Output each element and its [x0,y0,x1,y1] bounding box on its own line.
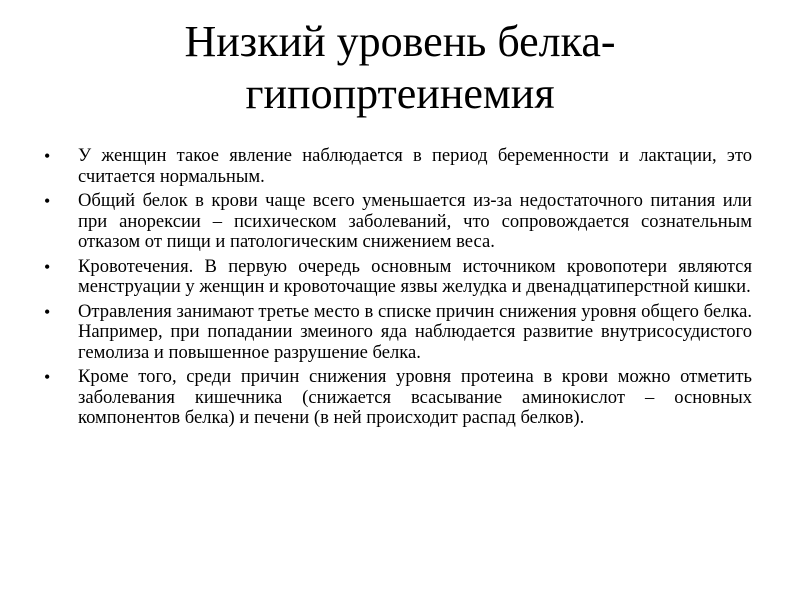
slide-title-line-2: гипопртеинемия [245,69,555,118]
bullet-dot-icon: • [44,191,51,211]
bullet-text: У женщин такое явление наблюдается в период беременности и лактации, это считается нормальным. [78,145,752,187]
bullet-item-pregnancy [44,145,752,187]
bullet-dot-icon: • [44,301,51,322]
bullet-text: Общий белок в крови чаще всего уменьшается из-за недостаточного питания или при анорексии – психическом заболеваний, что сопровождается сознательным отказом от пищи и патологическим снижением веса. [78,190,752,252]
bullet-dot-icon: • [44,256,51,277]
bullet-text: Кровотечения. В первую очередь основным источником кровопотери являются менструации у женщин и кровоточащие язвы желудка и двенадцатиперстной кишки. [78,255,752,297]
slide-title-line-1: Низкий уровень белка- [184,17,616,66]
bullet-item-intestinal-liver [44,366,752,429]
bullet-item-bleeding [44,255,752,298]
bullet-item-poisoning [44,300,752,364]
slide-title [80,16,720,120]
bullet-list [44,145,752,433]
bullet-text: Кроме того, среди причин снижения уровня протеина в крови можно отметить заболевания кишечника (снижается всасывание аминокислот – основных компонентов белка) и печени (в ней происходит распад белков). [78,366,752,428]
bullet-dot-icon: • [44,367,51,387]
bullet-text: Отравления занимают третье место в списке причин снижения уровня общего белка. Например, при попадании змеиного яда наблюдается развитие внутрисосудистого гемолиза и повышенное разрушение белка. [78,300,752,363]
bullet-item-nutrition [44,190,752,253]
bullet-dot-icon: • [44,146,51,166]
